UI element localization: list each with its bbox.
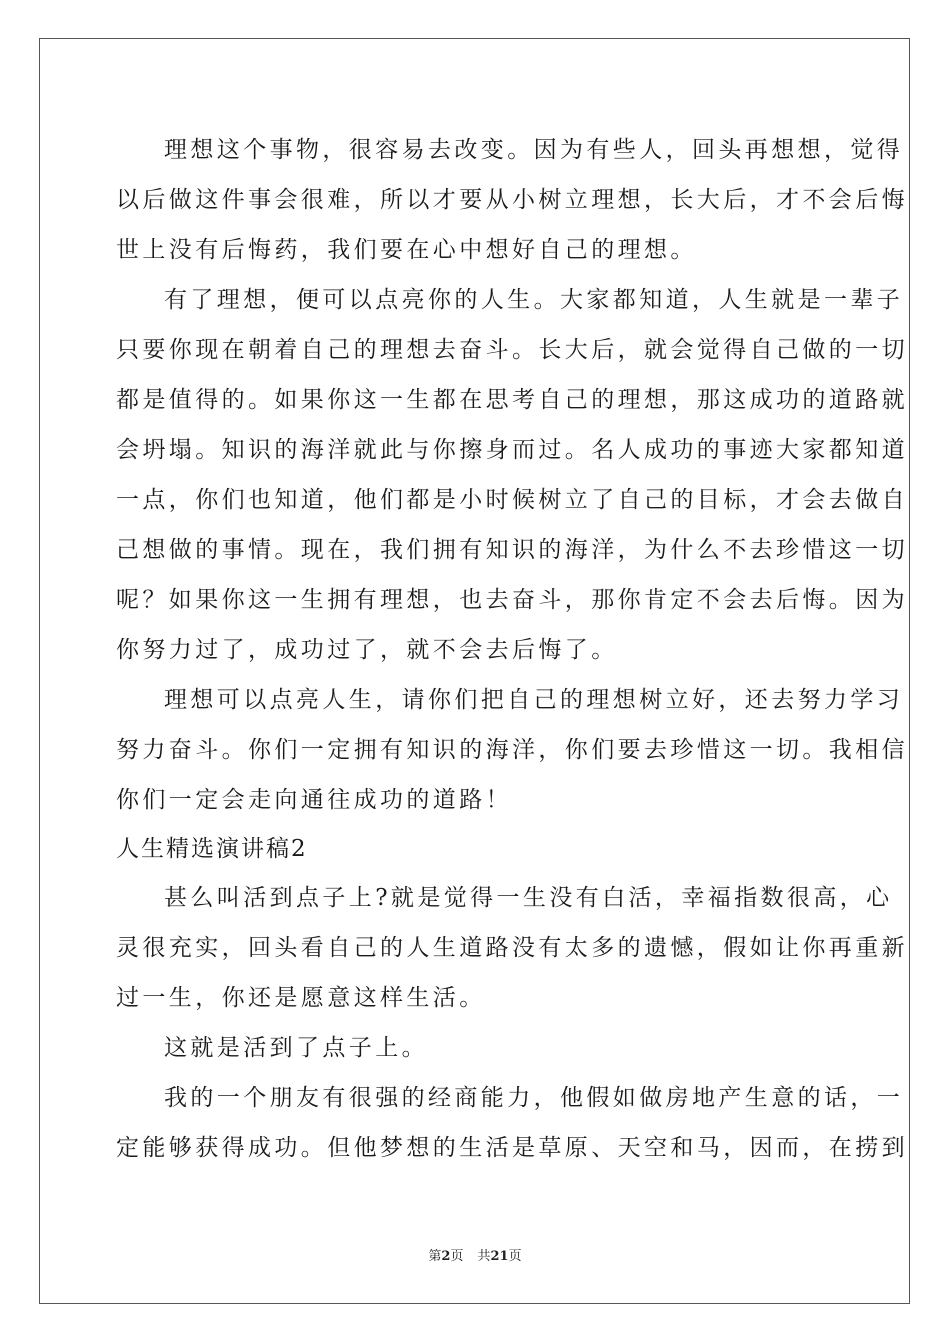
paragraph-line: 我的一个朋友有很强的经商能力，他假如做房地产生意的话，一 [164,1085,904,1111]
paragraph-line: 你们一定会走向通往成功的道路！ [116,787,512,813]
total-suffix: 页 [508,1249,522,1264]
page-suffix: 页 [450,1249,464,1264]
paragraph-line: 努力奋斗。你们一定拥有知识的海洋，你们要去珍惜这一切。我相信 [116,737,908,763]
total-pages-indicator [477,1249,521,1264]
total-pages: 21 [490,1249,509,1264]
page-prefix: 第 [428,1249,442,1264]
paragraph-line: 会坍塌。知识的海洋就此与你擦身而过。名人成功的事迹大家都知道 [116,437,908,463]
paragraph-line: 只要你现在朝着自己的理想去奋斗。长大后，就会觉得自己做的一切 [116,337,908,363]
page-indicator [428,1249,463,1264]
paragraph-line: 这就是活到了点子上。 [164,1035,428,1061]
paragraph-line: 甚么叫活到点子上?就是觉得一生没有白活，幸福指数很高，心 [164,885,893,911]
paragraph-line: 灵很充实，回头看自己的人生道路没有太多的遗憾，假如让你再重新 [116,935,908,961]
section-heading: 人生精选演讲稿2 [116,836,308,862]
paragraph-line: 你努力过了，成功过了，就不会去后悔了。 [116,637,618,663]
paragraph-line: 世上没有后悔药，我们要在心中想好自己的理想。 [116,237,697,263]
paragraph-line: 有了理想，便可以点亮你的人生。大家都知道，人生就是一辈子 [164,287,904,313]
page-footer [0,1245,950,1264]
paragraph-line: 呢？如果你这一生拥有理想，也去奋斗，那你肯定不会去后悔。因为 [116,587,908,613]
paragraph-line: 一点，你们也知道，他们都是小时候树立了自己的目标，才会去做自 [116,487,908,513]
paragraph-line: 以后做这件事会很难，所以才要从小树立理想，长大后，才不会后悔 [116,187,908,213]
page-number: 2 [441,1249,451,1264]
paragraph-line: 过一生，你还是愿意这样生活。 [116,985,486,1011]
paragraph-line: 都是值得的。如果你这一生都在思考自己的理想，那这成功的道路就 [116,387,908,413]
total-prefix: 共 [477,1249,491,1264]
paragraph-line: 理想这个事物，很容易去改变。因为有些人，回头再想想，觉得 [164,137,904,163]
paragraph-line: 定能够获得成功。但他梦想的生活是草原、天空和马，因而，在捞到 [116,1135,908,1161]
paragraph-line: 理想可以点亮人生，请你们把自己的理想树立好，还去努力学习 [164,687,904,713]
paragraph-line: 己想做的事情。现在，我们拥有知识的海洋，为什么不去珍惜这一切 [116,537,908,563]
